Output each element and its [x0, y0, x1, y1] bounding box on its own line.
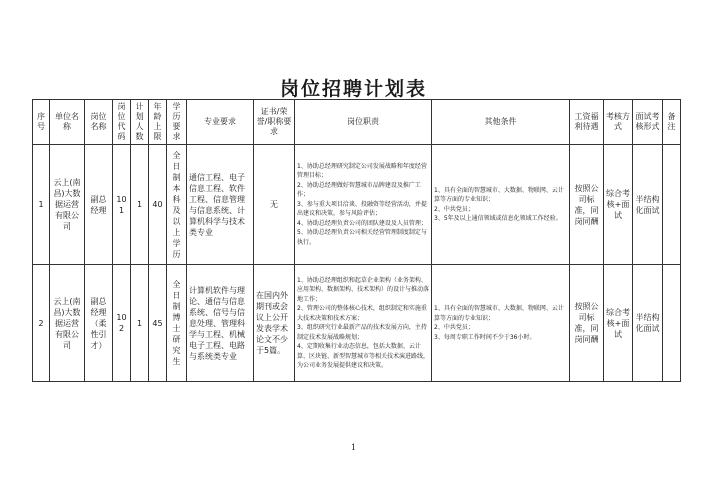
- cell-unit: 云上(南昌)大数据运营有限公司: [50, 265, 85, 382]
- other-line: 3、每周专职工作时间不少于36小时。: [434, 333, 536, 341]
- other-line: 3、5年及以上通信领域或信息化领域工作经验。: [434, 215, 562, 222]
- page-number: 1: [350, 443, 357, 452]
- duty-line: 4、协助总经理负责公司的团队建设及人员管理；: [297, 219, 427, 227]
- cell-certificate: 无: [254, 145, 295, 265]
- table-row: [33, 145, 681, 265]
- page-title: 岗位招聘计划表: [279, 78, 427, 100]
- header-duties: 岗位职责: [295, 100, 432, 145]
- cell-no: 2: [33, 265, 50, 382]
- cell-remark: [663, 145, 681, 265]
- cell-other: [432, 265, 570, 382]
- cell-age: 40: [149, 145, 167, 265]
- header-unit: 单位名称: [50, 100, 85, 145]
- header-certificate: 证书/荣誉/职称要求: [254, 100, 295, 145]
- header-interview: 面试考核形式: [633, 100, 663, 145]
- cell-other: [432, 145, 570, 265]
- header-major: 专业要求: [187, 100, 254, 145]
- header-position: 岗位名称: [85, 100, 113, 145]
- cell-count: 1: [131, 145, 149, 265]
- other-line: 1、具有全面的智慧城市、大数据、物联网、云计算等方面的专业知识；: [434, 305, 564, 322]
- cell-unit: 云上(南昌)大数据运营有限公司: [50, 145, 85, 265]
- cell-code: 102: [113, 265, 131, 382]
- cell-education: 全日制本科及以上学历: [167, 145, 187, 265]
- duty-line: 2、管理公司的整体核心技术，组织制定和实施重大技术决策和技术方案；: [297, 305, 427, 322]
- header-salary: 工资福利待遇: [570, 100, 604, 145]
- header-remark: 备注: [663, 100, 681, 145]
- cell-duties: [295, 265, 432, 382]
- header-education: 学历要求: [167, 100, 187, 145]
- header-age: 年龄上限: [149, 100, 167, 145]
- cell-no: 1: [33, 145, 50, 265]
- header-row: [33, 100, 681, 145]
- duty-line: 3、组织研究行业最新产品的技术发展方向，主持制定技术发展战略规划；: [297, 324, 427, 341]
- cell-salary: 按照公司标准，同岗同酬: [570, 265, 604, 382]
- table-row: [33, 265, 681, 382]
- other-line: 2、中共党员；: [434, 324, 474, 331]
- duty-line: 4、定期收集行业动态信息，包括大数据、云计算、区块链、新型智慧城市等相关技术演进路线，为公司业务发展提供建议和决策。: [297, 343, 430, 369]
- other-line: 1、具有全面的智慧城市、大数据、物联网、云计算等方面的专业知识；: [434, 186, 564, 203]
- cell-count: 1: [131, 265, 149, 382]
- header-assessment: 考核方式: [604, 100, 633, 145]
- header-no: 序号: [33, 100, 50, 145]
- cell-certificate: 在国内外期刊或会议上公开发表学术论文不少于5篇。: [254, 265, 295, 382]
- cell-code: 101: [113, 145, 131, 265]
- cell-education: 全日制博士研究生: [167, 265, 187, 382]
- duty-line: 5、协助总经理负责公司相关经营管理制度制定与执行。: [297, 229, 427, 246]
- cell-position: 副总经理: [85, 145, 113, 265]
- cell-duties: [295, 145, 432, 265]
- cell-interview: 半结构化面试: [633, 265, 663, 382]
- header-other: 其他条件: [432, 100, 570, 145]
- cell-salary: 按照公司标准，同岗同酬: [570, 145, 604, 265]
- recruitment-table: [32, 99, 681, 382]
- cell-remark: [663, 265, 681, 382]
- duty-line: 2、协助总经理做好智慧城市品牌建设及推广工作；: [297, 181, 421, 199]
- cell-assessment: 综合考核+面试: [604, 265, 633, 382]
- header-code: 岗位代码: [113, 100, 131, 145]
- cell-position: 副总经理（柔性引才）: [85, 265, 113, 382]
- duty-line: 1、协助总经理研究制定公司发展战略和年度经营管理目标；: [297, 162, 427, 180]
- cell-interview: 半结构化面试: [633, 145, 663, 265]
- duty-line: 3、参与重大项目洽谈、投融资等经营活动，并提出建议和决策，参与风险评估；: [297, 200, 427, 218]
- cell-major: 通信工程、电子信息工程、软件工程、信息管理与信息系统、计算机科学与技术类专业: [187, 145, 254, 265]
- cell-age: 45: [149, 265, 167, 382]
- cell-assessment: 综合考核+面试: [604, 145, 633, 265]
- duty-line: 1、协助总经理组织和起草企业架构（业务架构、应用架构、数据架构、技术架构）的设计与推动落地工作；: [297, 276, 430, 303]
- cell-major: 计算机软件与理论、通信与信息系统、信号与信息处理、管理科学与工程、机械电子工程、电路与系统类专业: [187, 265, 254, 382]
- header-count: 计划人数: [131, 100, 149, 145]
- other-line: 2、中共党员；: [434, 205, 474, 213]
